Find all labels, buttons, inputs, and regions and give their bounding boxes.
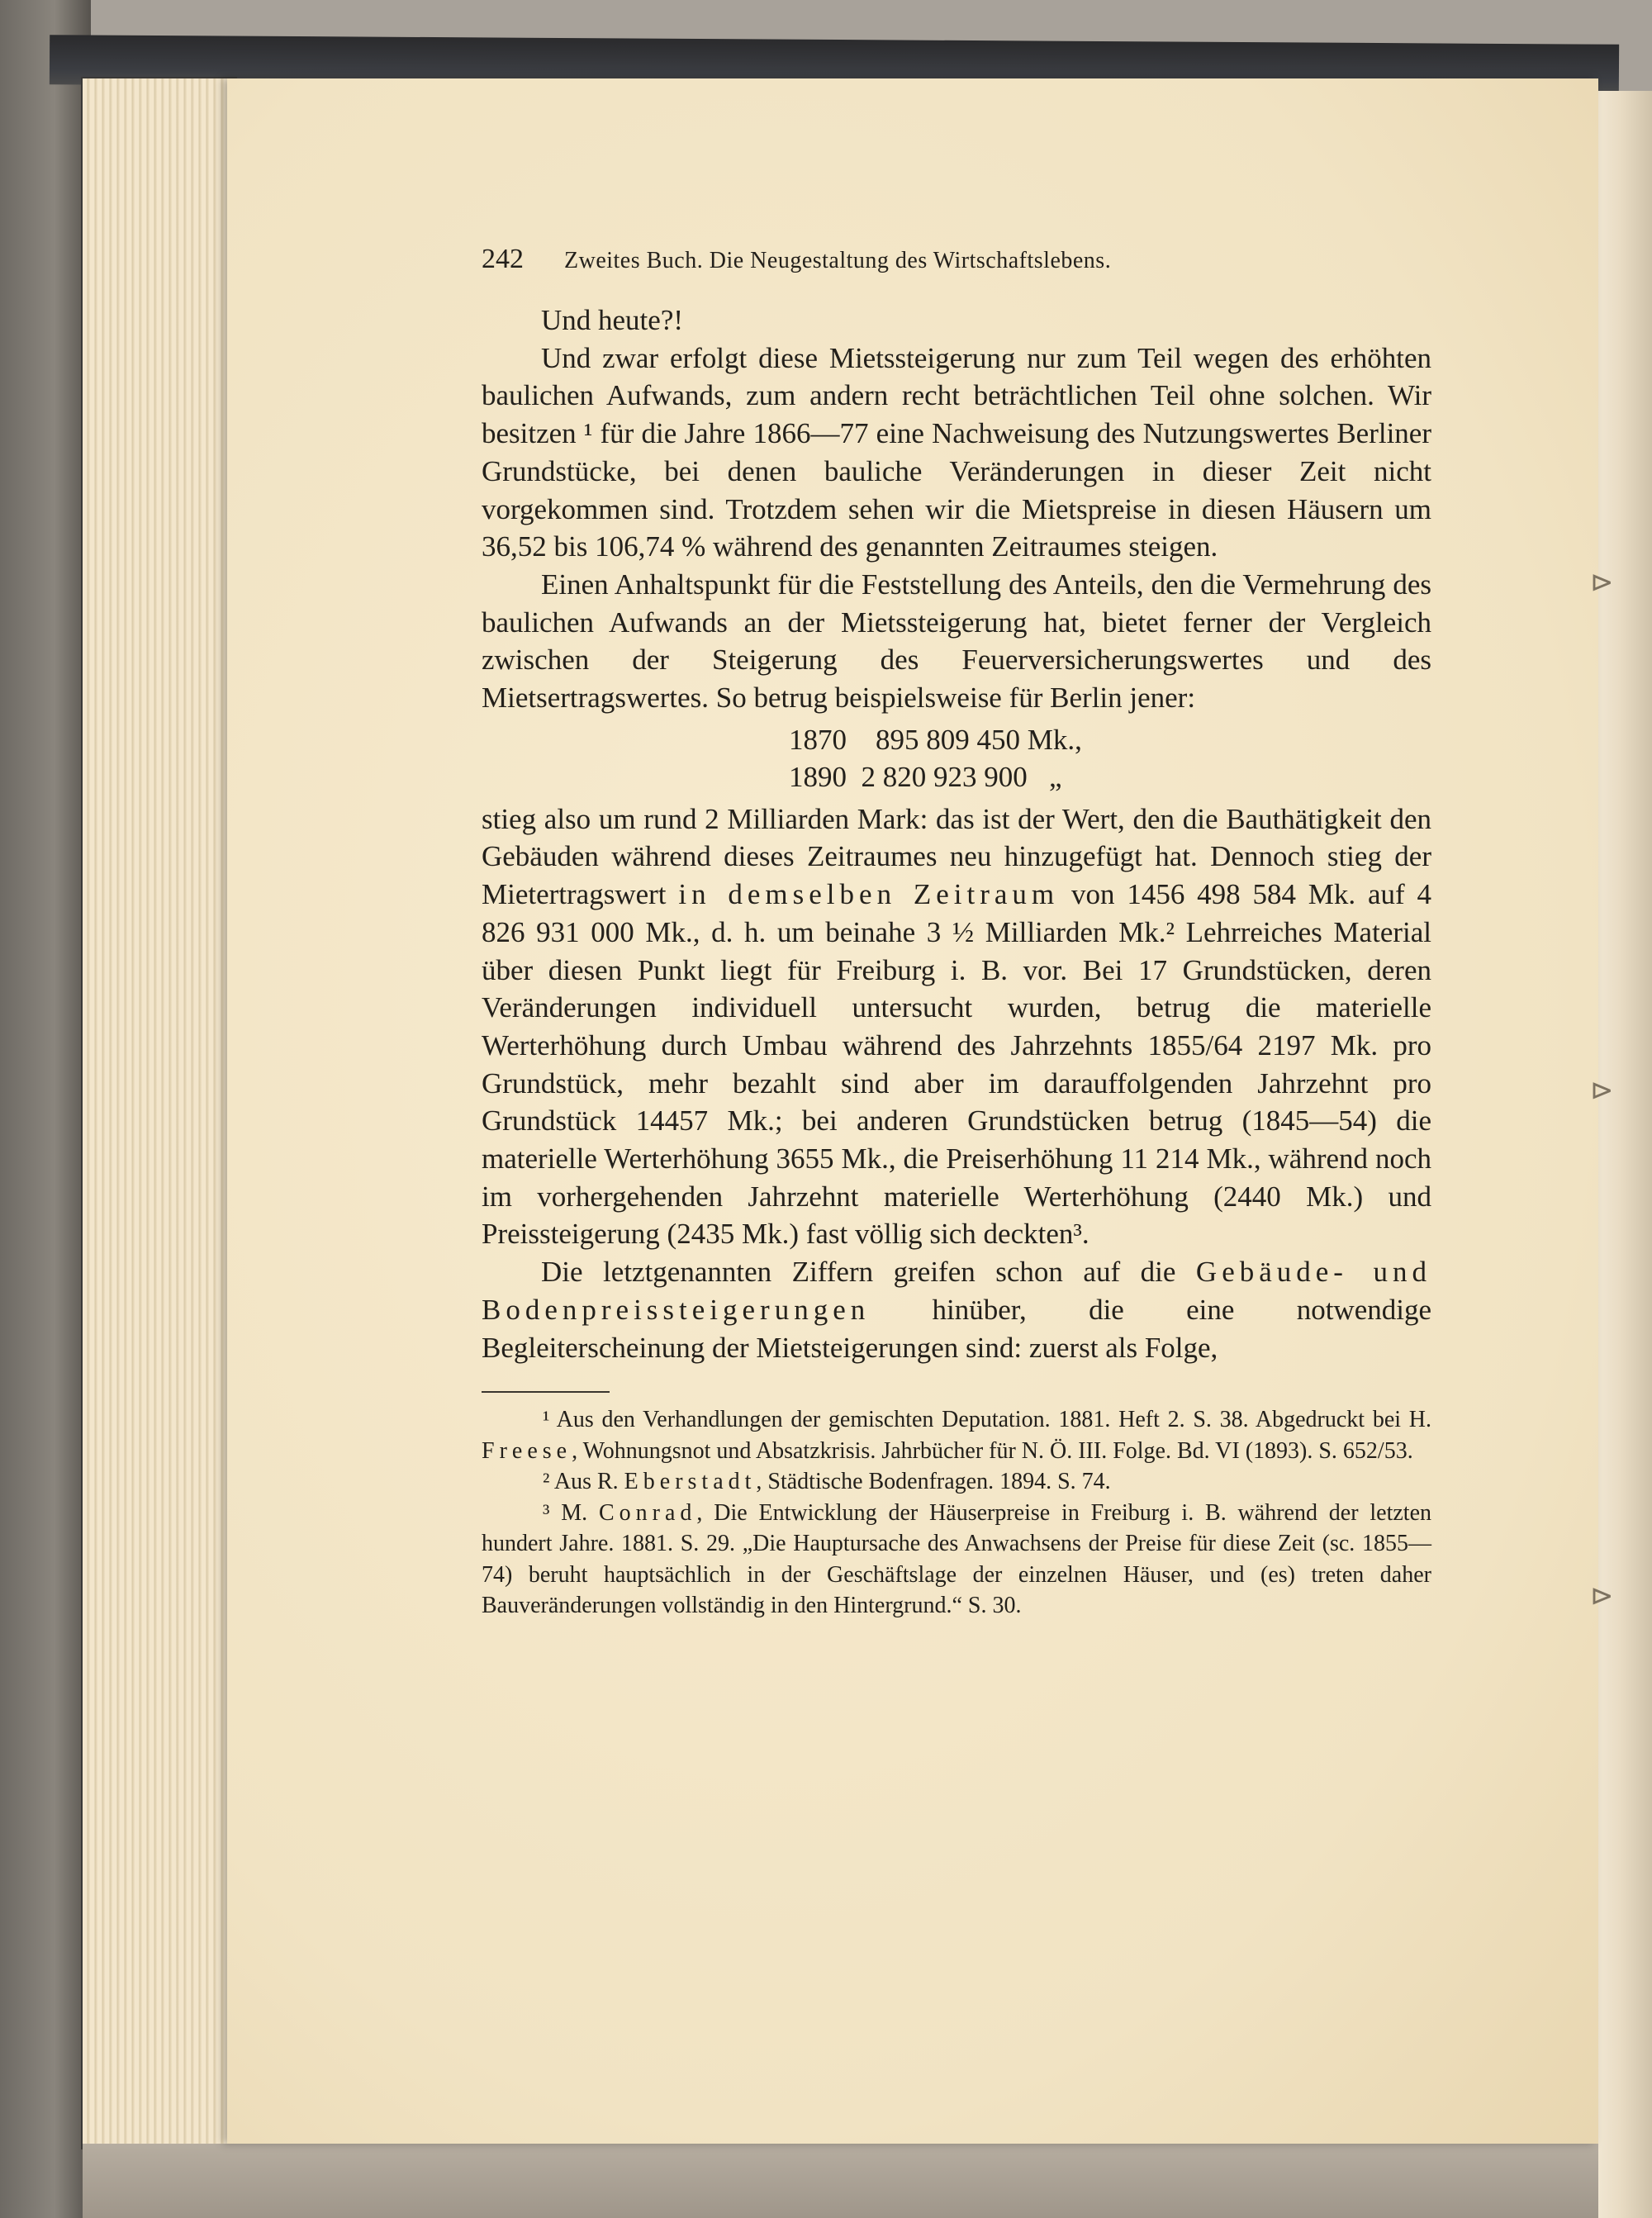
footnote-2-author: Eberstadt bbox=[624, 1469, 757, 1495]
footnote-rule bbox=[482, 1391, 610, 1393]
footnote-3-author: Conrad bbox=[598, 1499, 697, 1526]
paragraph-5-emphasis: Gebäude- und Bodenpreissteigerungen bbox=[482, 1256, 1431, 1326]
pin-mark-icon: ⊳ bbox=[1590, 1076, 1614, 1106]
paragraph-4 bbox=[482, 800, 1431, 1253]
paragraph-4-emphasis: in demselben Zeitraum bbox=[678, 878, 1060, 911]
book-cover-right bbox=[1598, 91, 1652, 2218]
footnote-2 bbox=[482, 1466, 1431, 1498]
footnote-1 bbox=[482, 1404, 1431, 1466]
paragraph-2: Und zwar erfolgt diese Mietssteigerung nur zum Teil wegen des erhöhten baulichen Aufwands, zum andern recht beträchtlichen Teil ohne solchen. Wir besitzen ¹ für die Jahre 1866—77 eine Nachweisung des Nutzungswertes Berliner Grundstücke, bei denen bauliche Veränderungen in dieser Zeit nicht vorgekommen sind. Trotzdem sehen wir die Mietspreise in diesen Häusern um 36,52 bis 106,74 % während des genannten Zeitraumes steigen. bbox=[482, 341, 1431, 563]
footnote-3-text-a: ³ M. bbox=[543, 1499, 599, 1526]
page-edges bbox=[83, 78, 235, 2148]
footnote-1-author: Freese bbox=[482, 1437, 572, 1464]
paragraph-3: Einen Anhaltspunkt für die Feststellung des Anteils, den die Vermehrung des baulichen Aufwands an der Mietssteigerung hat, bietet ferner der Vergleich zwischen der Steigerung des Feuerversicherungswertes und des Mietsertragswertes. So betrug beispielsweise für Berlin jener: bbox=[482, 568, 1431, 715]
pin-mark-icon: ⊳ bbox=[1590, 1581, 1614, 1612]
paragraph-4-text-a: stieg also um rund 2 Milliarden Mark: das ist der Wert, den die Bauthätigkeit den Gebäuden während dieses Zeitraumes neu hinzugefügt hat. Dennoch stieg der Mietertragswert bbox=[482, 802, 1431, 911]
paragraph-5-text-a: Die letztgenannten Ziffern greifen schon auf die bbox=[541, 1256, 1196, 1289]
page-content bbox=[482, 244, 1431, 1622]
paragraph-5 bbox=[482, 1253, 1431, 1366]
page-number: 242 bbox=[482, 244, 524, 274]
footnote-1-text-a: ¹ Aus den Verhandlungen der gemischten Deputation. 1881. Heft 2. S. 38. Abgedruckt bei H. bbox=[543, 1407, 1431, 1433]
footnote-3 bbox=[482, 1498, 1431, 1622]
paragraph-5-text-b: hinüber, die eine notwendige Begleiterscheinung der Mietsteigerungen sind: zuerst als Folge, bbox=[482, 1293, 1431, 1364]
running-title: Zweites Buch. Die Neugestaltung des Wirtschaftslebens. bbox=[564, 248, 1112, 273]
book-bottom-edge bbox=[83, 2144, 1598, 2218]
book-cover-left bbox=[0, 0, 91, 2218]
figure-row-1870: 1870 895 809 450 Mk., bbox=[789, 723, 1082, 756]
footnote-2-text-b: , Städtische Bodenfragen. 1894. S. 74. bbox=[756, 1469, 1111, 1495]
pin-mark-icon: ⊳ bbox=[1590, 568, 1614, 598]
insurance-value-figures bbox=[789, 721, 1431, 796]
footnote-3-text-b: , Die Entwicklung der Häuserpreise in Freiburg i. B. während der letzten hundert Jahre. 1881. S. 29. „Die Hauptursache des Anwachsens der Preise für diese Zeit (sc. 1855—74) beruht hauptsächlich in der Geschäftslage der einzelnen Häuser, und (es) treten daher Bauveränderungen vollständig in den Hintergrund.“ S. 30. bbox=[482, 1499, 1432, 1619]
footnote-1-text-b: , Wohnungsnot und Absatzkrisis. Jahrbücher für N. Ö. III. Folge. Bd. VI (1893). S. 652/53. bbox=[572, 1437, 1413, 1464]
paragraph-4-text-b: von 1456 498 584 Mk. auf 4 826 931 000 Mk., d. h. um beinahe 3 ½ Milliarden Mk.² Lehrreiches Material über diesen Punkt liegt für Freiburg i. B. vor. Bei 17 Grundstücken, deren Veränderungen individuell untersucht wurden, betrug die materielle Werterhöhung durch Umbau während des Jahrzehnts 1855/64 2197 Mk. pro Grundstück, mehr bezahlt sind aber im darauffolgenden Jahrzehnt pro Grundstück 14457 Mk.; bei anderen Grundstücken betrug (1845—54) die materielle Werterhöhung 3655 Mk., die Preiserhöhung 11 214 Mk., während noch im vorhergehenden Jahrzehnt materielle Werterhöhung (2440 Mk.) und Preissteigerung (2435 Mk.) fast völlig sich deckten³. bbox=[482, 878, 1431, 1251]
footnote-2-text-a: ² Aus R. bbox=[543, 1469, 624, 1495]
figure-row-1890: 1890 2 820 923 900 „ bbox=[789, 760, 1062, 793]
page-header bbox=[482, 244, 1431, 277]
paragraph-1: Und heute?! bbox=[541, 304, 684, 336]
